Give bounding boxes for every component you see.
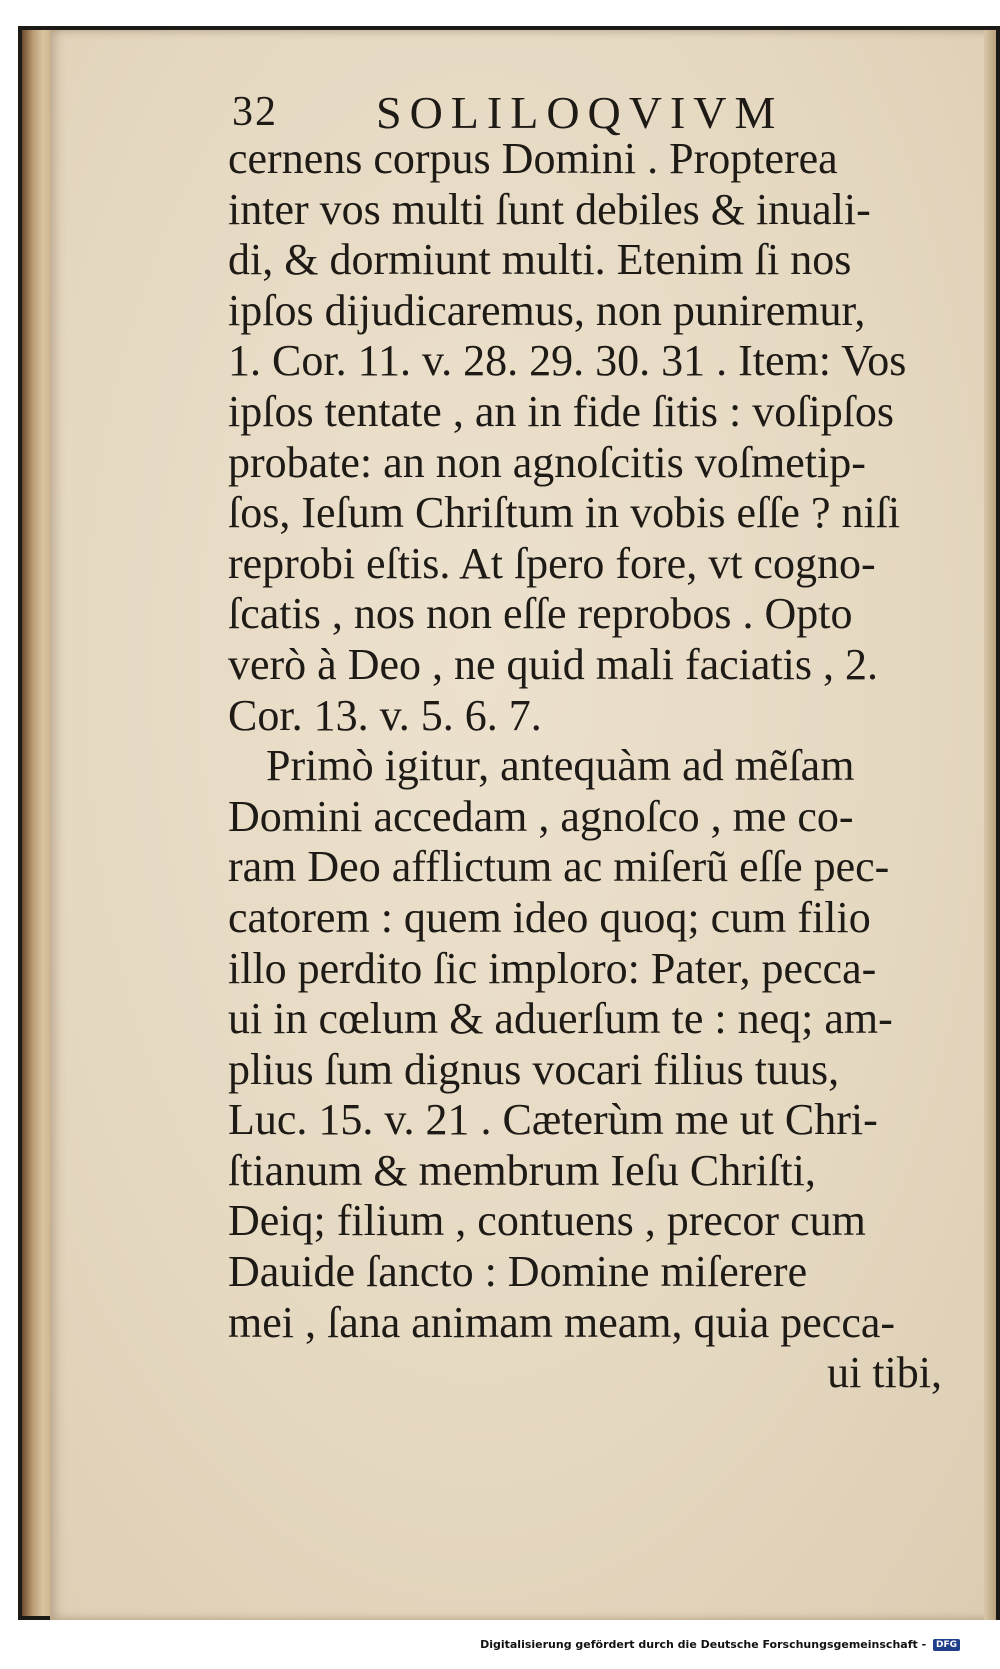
running-head — [180, 58, 970, 138]
text-line: probate: an non agnoſcitis voſmetip- — [228, 437, 866, 487]
running-title: SOLILOQVIVM — [376, 87, 784, 138]
text-line: ſtianum & membrum Ieſu Chriſti, — [228, 1145, 816, 1195]
text-line: Dauide ſancto : Domine miſerere — [228, 1247, 808, 1297]
body-text — [180, 134, 970, 1399]
text-line: ram Deo afflictum ac miſerũ eſſe pec- — [228, 842, 890, 892]
text-line: plius ſum dignus vocari filius tuus, — [228, 1044, 840, 1094]
page-text-block — [180, 58, 970, 1399]
text-line: Domini accedam , agnoſco , me co- — [228, 791, 854, 841]
text-line: ipſos tentate , an in fide ſitis : voſipſos — [228, 386, 895, 436]
text-line: inter vos multi ſunt debiles & inuali- — [228, 184, 871, 234]
text-line: Deiq; filium , contuens , precor cum — [228, 1196, 866, 1246]
text-line: ſcatis , nos non eſſe reprobos . Opto — [228, 589, 853, 639]
text-line: verò à Deo , ne quid mali faciatis , 2. — [228, 639, 879, 689]
text-line: ſos, Ieſum Chriſtum in vobis eſſe ? niſi — [228, 488, 901, 538]
text-line: reprobi eſtis. At ſpero fore, vt cogno- — [228, 538, 876, 588]
text-line: di, & dormiunt multi. Etenim ſi nos — [228, 235, 852, 285]
page-number: 32 — [232, 89, 278, 135]
dfg-logo: DFG — [933, 1639, 960, 1651]
text-line: Luc. 15. v. 21 . Cæterùm me ut Chri- — [228, 1095, 878, 1145]
text-line: cernens corpus Domini . Propterea — [228, 134, 838, 183]
paragraph-start-line: Primò igitur, antequàm ad mẽſam — [266, 741, 855, 791]
text-line: mei , ſana animam meam, quia pecca- — [228, 1297, 896, 1347]
catchword: ui tibi, — [827, 1348, 942, 1398]
digitization-credit — [480, 1638, 960, 1651]
text-line: Cor. 13. v. 5. 6. 7. — [228, 690, 542, 740]
page-edge — [984, 30, 996, 1620]
text-line: ui in cœlum & aduerſum te : neq; am- — [228, 994, 893, 1044]
text-line: catorem : quem ideo quoq; cum filio — [228, 892, 871, 942]
credit-text: Digitalisierung gefördert durch die Deutsche Forschungsgemeinschaft - — [480, 1638, 927, 1651]
book-spine-edge — [22, 30, 53, 1616]
text-line: 1. Cor. 11. v. 28. 29. 30. 31 . Item: Vos — [228, 336, 907, 386]
text-line: illo perdito ſic imploro: Pater, pecca- — [228, 943, 877, 993]
text-line: ipſos dijudicaremus, non puniremur, — [228, 285, 866, 335]
